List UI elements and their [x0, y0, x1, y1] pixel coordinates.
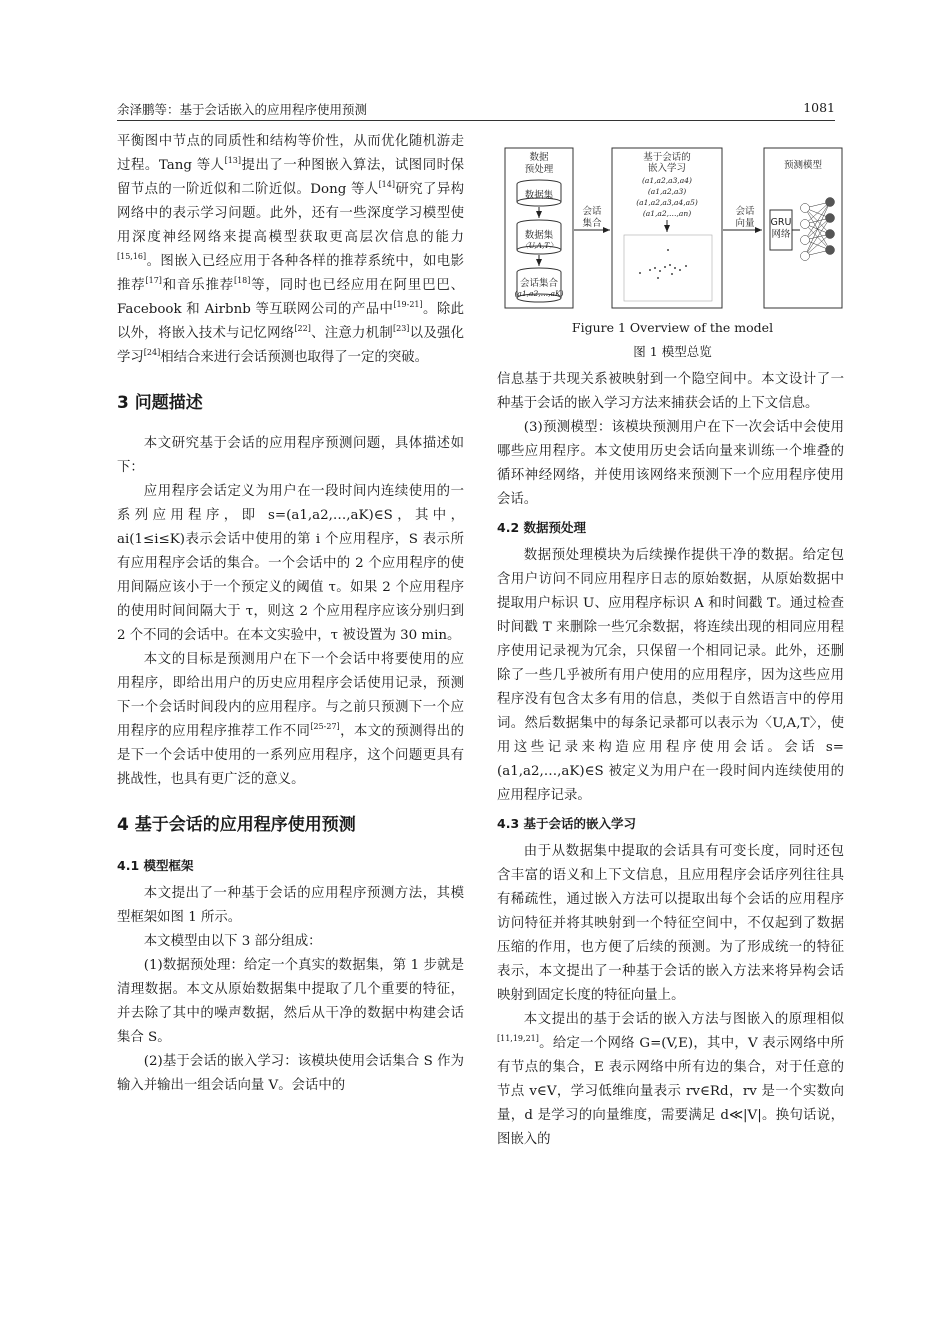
box2-seq-1: (a1,a2,a3,a4)	[642, 176, 692, 185]
cyl2-label-2: 〈U,A,T〉	[521, 241, 557, 250]
neural-network-icon	[801, 198, 835, 261]
page-number: 1081	[803, 100, 835, 115]
cyl1-label: 数据集	[524, 190, 554, 201]
session-set-cylinder	[514, 268, 563, 302]
section-4-2-heading: 4.2 数据预处理	[497, 520, 586, 535]
box3-title: 预测模型	[783, 160, 823, 171]
box2-title-1: 基于会话的	[643, 152, 691, 163]
box2-seq-3: (a1,a2,a3,a4,a5)	[636, 198, 698, 207]
paragraph: 本文提出了一种基于会话的应用程序预测方法，其模型框架如图 1 所示。	[117, 886, 464, 925]
paragraph: (1)数据预处理：给定一个真实的数据集，第 1 步就是清理数据。本文从原始数据集中提取了几个重要的特征，并去除了其中的噪声数据，然后从干净的数据中构建会话集合 S。	[117, 958, 464, 1045]
paragraph: (2)基于会话的嵌入学习：该模块使用会话集合 S 作为输入并输出一组会话向量 V。会话中的	[117, 1054, 464, 1093]
cyl3-label-1: 会话集合	[519, 278, 559, 289]
arrow1-label-1: 会话	[582, 206, 602, 217]
cyl3-label-2: (a1,a2,…,aK)	[514, 289, 564, 298]
section-4-1-heading: 4.1 模型框架	[117, 858, 194, 873]
section-4-heading: 4 基于会话的应用程序使用预测	[117, 815, 356, 835]
gru-label-1: GRU	[770, 217, 792, 228]
paragraph: 应用程序会话定义为用户在一段时间内连续使用的一系列应用程序，即 s=(a1,a2,…,aK)∈S，其中，ai(1≤i≤K)表示会话中使用的第 i 个应用程序，S 表示所有应用程序会话的集合。一个会话中的 2 个应用程序的使用间隔应该小于一个预定义的阈值 τ。如果 2 个应用程序的使用时间间隔大于 τ，则这 2 个应用程序应该分别归到 2 个不同的会话中。在本文实验中，τ 被设置为 30 min。	[117, 484, 464, 643]
model-overview-diagram	[500, 140, 845, 315]
paragraph: 本文的目标是预测用户在下一个会话中将要使用的应用程序，即给出用户的历史应用程序会话使用记录，预测下一个会话时间段内的应用程序。与之前只预测下一个应用程序的应用程序推荐工作不同[25-27]，本文的预测得出的是下一个会话中使用的一系列应用程序，这个问题更具有挑战性，也具有更广泛的意义。	[117, 652, 464, 787]
arrow2-label-1: 会话	[735, 206, 755, 217]
box2-seq-2: (a1,a2,a3)	[647, 187, 687, 196]
gru-label-2: 网络	[771, 229, 791, 240]
figure-caption-zh: 图 1 模型总览	[633, 344, 712, 359]
cyl2-label-1: 数据集	[524, 230, 554, 241]
section-3-heading: 3 问题描述	[117, 393, 203, 413]
arrow2-label-2: 向量	[735, 218, 755, 229]
embedding-scatter-plot	[624, 235, 712, 301]
paragraph: 信息基于共现关系被映射到一个隐空间中。本文设计了一种基于会话的嵌入学习方法来捕获会话的上下文信息。	[497, 372, 844, 411]
left-column	[117, 130, 464, 1098]
figure-caption-en: Figure 1 Overview of the model	[571, 320, 774, 335]
section-4-3-heading: 4.3 基于会话的嵌入学习	[497, 816, 636, 831]
paragraph: 本文提出的基于会话的嵌入方法与图嵌入的原理相似[11,19,21]。给定一个网络 G=(V,E)，其中，V 表示网络中所有节点的集合，E 表示网络中所有边的集合，对于任意的节点 v∈V，学习低维向量表示 rv∈Rd，rv 是一个实数向量，d 是学习的向量维度，需要满足 d≪|V|。换句话说，图嵌入的	[497, 1012, 844, 1147]
paragraph: 本文模型由以下 3 部分组成：	[143, 934, 322, 949]
paragraph: 平衡图中节点的同质性和结构等价性，从而优化随机游走过程。Tang 等人[13]提出了一种图嵌入算法，试图同时保留节点的一阶近似和二阶近似。Dong 等人[14]研究了异构网络中的表示学习问题。此外，还有一些深度学习模型使用深度神经网络来提高模型获取更高层次信息的能力[15,16]。图嵌入已经应用于各种各样的推荐系统中，如电影推荐[17]和音乐推荐[18]等，同时也已经应用在阿里巴巴、Facebook 和 Airbnb 等互联网公司的产品中[19-21]。除此以外，将嵌入技术与记忆网络[22]、注意力机制[23]以及强化学习[24]相结合来进行会话预测也取得了一定的突破。	[117, 134, 465, 365]
paragraph: 由于从数据集中提取的会话具有可变长度，同时还包含丰富的语义和上下文信息，且应用程序会话序列往往具有稀疏性，通过嵌入方法可以提取出每个会话的应用程序访问特征并将其映射到一个特征空间中，不仅起到了数据压缩的作用，也方便了后续的预测。为了形成统一的特征表示，本文提出了一种基于会话的嵌入方法来将异构会话映射到固定长度的特征向量上。	[497, 844, 844, 1003]
box1-title-1: 数据	[529, 152, 549, 163]
running-header	[117, 98, 835, 121]
paragraph: (3)预测模型：该模块预测用户在下一次会话中会使用哪些应用程序。本文使用历史会话向量来训练一个堆叠的循环神经网络，并使用该网络来预测下一个应用程序使用会话。	[497, 420, 844, 507]
paragraph: 本文研究基于会话的应用程序预测问题，具体描述如下：	[117, 436, 464, 475]
box2-seq-4: (a1,a2,…,an)	[642, 209, 692, 218]
arrow1-label-2: 集合	[582, 218, 602, 229]
paragraph: 数据预处理模块为后续操作提供干净的数据。给定包含用户访问不同应用程序日志的原始数据，从原始数据中提取用户标识 U、应用程序标识 A 和时间戳 T。通过检查时间戳 T 来删除一些冗余数据，将连续出现的相同应用程序使用记录视为冗余，只保留一个相同记录。此外，还删除了一些几乎被所有用户使用的应用程序，因为这些应用程序没有包含太多有用的信息，类似于自然语言中的停用词。然后数据集中的每条记录都可以表示为〈U,A,T〉，使用这些记录来构造应用程序使用会话。会话 s=(a1,a2,…,aK)∈S 被定义为用户在一段时间内连续使用的应用程序记录。	[497, 548, 844, 803]
box2-title-2: 嵌入学习	[647, 163, 687, 174]
box1-title-2: 预处理	[524, 164, 554, 175]
running-title: 余泽鹏等：基于会话嵌入的应用程序使用预测	[117, 102, 368, 117]
figure-1	[500, 140, 845, 365]
dataset-uat-cylinder	[517, 220, 561, 254]
dataset-cylinder	[517, 180, 561, 206]
right-column	[497, 368, 844, 1152]
